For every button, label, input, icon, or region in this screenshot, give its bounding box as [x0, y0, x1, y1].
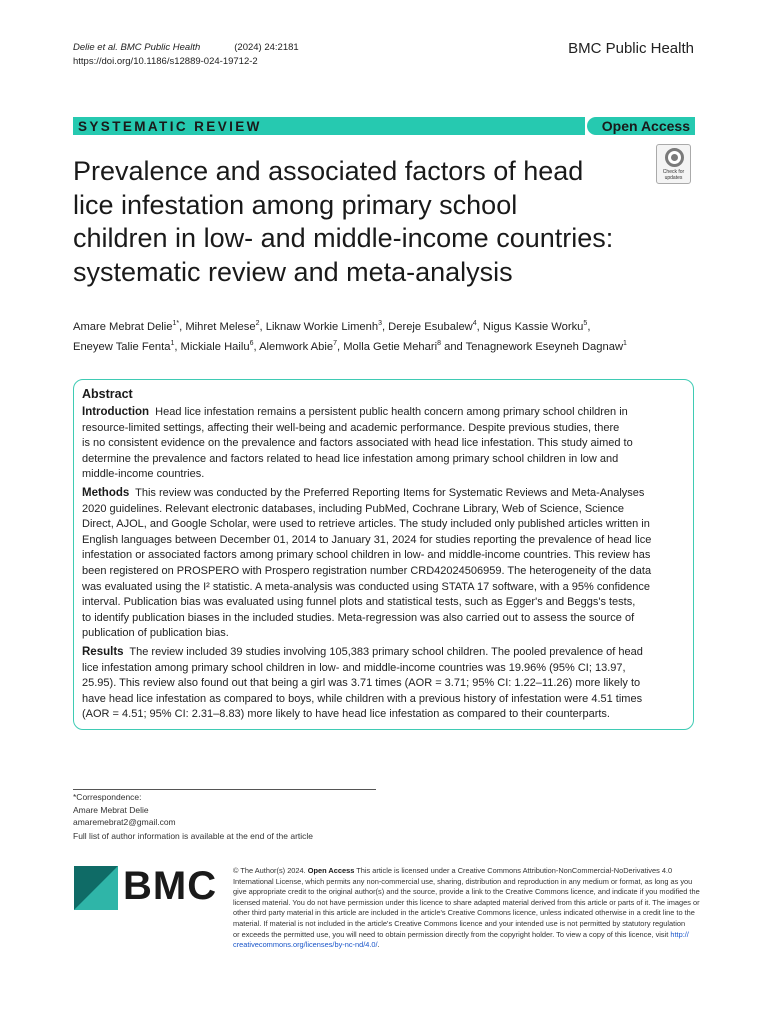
affiliation-sup: 6 — [249, 340, 254, 347]
affiliation-sup: 1* — [172, 320, 180, 327]
abstract-introduction — [82, 405, 685, 483]
doi-link[interactable]: https://doi.org/10.1186/s12889-024-19712-2 — [73, 56, 258, 67]
title-line: children in low- and middle-income countries: — [73, 223, 614, 253]
affiliation-sup: 1 — [170, 340, 175, 347]
abstract-text: This review was conducted by the Preferred Reporting Items for Systematic Reviews and Meta-Analyses — [135, 486, 645, 499]
abstract-line: infestation or associated factors among primary school children in low- and middle-income countries. This review has — [82, 549, 651, 562]
abstract-line — [82, 486, 685, 502]
abstract-line: interval. Publication bias was evaluated using funnel plots and statistical tests, such as Egger's and Beggs's tests, — [82, 596, 636, 609]
author-name[interactable]: , Mihret Melese — [179, 321, 256, 333]
affiliation-sup: 1 — [623, 340, 627, 347]
author-line — [73, 337, 703, 357]
license-line: International License, which permits any non-commercial use, sharing, distribution and reproduction in any medium or format, as long as you — [233, 876, 693, 886]
license-line: give appropriate credit to the original author(s) and the source, provide a link to the Creative Commons licence, and indicate if you modified the — [233, 887, 700, 897]
license-line — [233, 866, 703, 877]
author-name[interactable]: , Dereje Esubalew — [381, 321, 473, 333]
author-name[interactable]: Amare Mebrat Delie — [73, 321, 173, 333]
footnote-divider — [73, 789, 376, 790]
abstract-heading: Abstract — [82, 387, 133, 401]
author-name[interactable]: , Alemwork Abie — [253, 341, 334, 353]
bmc-logo-icon — [74, 866, 118, 910]
author-name[interactable]: , Molla Getie Mehari — [336, 341, 438, 353]
check-updates-text: Check for updates — [662, 169, 685, 181]
license-line-text: This article is licensed under a Creative Commons Attribution-NonCommercial-NoDerivatives 4.0 — [356, 866, 673, 875]
abstract-line: 25.95). This review also found out that being a girl was 3.71 times (AOR = 3.71; 95% CI: 1.22–11.26) more likely to — [82, 677, 641, 690]
abstract-line — [82, 405, 685, 421]
affiliation-sup: 7 — [333, 340, 337, 347]
author-name[interactable]: , Nigus Kassie Worku — [476, 321, 584, 333]
abstract-box — [73, 379, 694, 730]
license-line-text: or exceeds the permitted use, you will need to obtain permission directly from the copyright holder. To view a copy of this licence, visit — [233, 929, 669, 939]
license-line — [233, 940, 703, 951]
author-list — [73, 317, 703, 357]
license-text — [233, 866, 703, 951]
abstract-line: publication of publication bias. — [82, 627, 229, 640]
citation-authors: Delie et al. BMC Public Health — [73, 42, 201, 53]
bmc-wordmark: BMC — [123, 864, 218, 908]
section-heading: Methods — [82, 486, 130, 499]
license-oa-label: Open Access — [307, 866, 355, 875]
correspondence-name: Amare Mebrat Delie — [73, 804, 149, 815]
correspondence-email[interactable]: amaremebrat2@gmail.com — [73, 817, 176, 827]
article-title — [73, 155, 673, 289]
author-name[interactable]: , Liknaw Workie Limenh — [259, 321, 379, 333]
citation-header — [73, 41, 299, 69]
abstract-line: resource-limited settings, affecting their well-being and academic performance. Despite previous studies, there — [82, 421, 620, 434]
affiliation-sup: 2 — [255, 320, 260, 327]
author-name[interactable]: , Mickiale Hailu — [174, 341, 250, 353]
citation-year: (2024) 24:2181 — [234, 42, 299, 53]
affiliation-sup: 4 — [472, 320, 477, 327]
abstract-line: is no consistent evidence on the prevalence and factors associated with head lice infestation. This study aimed to — [82, 437, 633, 450]
license-link[interactable]: http:// — [670, 929, 689, 939]
title-line: Prevalence and associated factors of head — [73, 156, 584, 186]
abstract-text: The review included 39 studies involving 105,383 primary school children. The pooled prevalence of head — [129, 645, 643, 658]
author-info-note: Full list of author information is available at the end of the article — [73, 831, 314, 841]
abstract-line: lice infestation among primary school children in low- and middle-income countries was 19.96% (95% CI; 13.97, — [82, 661, 626, 674]
abstract-line: to identify publication biases in the included studies. Meta-regression was also carried out to assess the source of — [82, 611, 635, 624]
author-name[interactable]: and Tenagnework Eseyneh Dagnaw — [441, 341, 624, 353]
affiliation-sup: 5 — [583, 320, 588, 327]
abstract-line: was evaluated using the I² statistic. A meta-analysis was conducted using STATA 17 software, with a 95% confidence — [82, 580, 651, 593]
author-separator: , — [587, 321, 591, 333]
license-line: other third party material in this article are included in the article's Creative Commons licence, unless indicated otherwise in a credit line to the — [233, 908, 695, 918]
license-end: . — [377, 940, 380, 950]
license-line: material. If material is not included in the article's Creative Commons licence and your intended use is not permitted by statutory regulation — [233, 918, 686, 928]
journal-name: BMC Public Health — [568, 40, 694, 57]
abstract-line: have head lice infestation as compared to boys, while children with a previous history of infestation were 4.51 times — [82, 692, 643, 705]
copyright: © The Author(s) 2024. — [233, 866, 306, 875]
abstract-text: Head lice infestation remains a persistent public health concern among primary school children in — [155, 406, 628, 418]
section-heading: Introduction — [82, 406, 150, 418]
abstract-line: English languages between December 01, 2014 to January 31, 2024 for studies reporting the prevalence of head lice — [82, 533, 652, 546]
abstract-line: (AOR = 4.51; 95% CI: 2.31–8.83) more likely to have head lice infestation as compared to their counterparts. — [82, 708, 610, 721]
title-line: lice infestation among primary school — [73, 189, 518, 220]
license-link[interactable]: creativecommons.org/licenses/by-nc-nd/4.0/ — [233, 940, 378, 950]
license-line: licensed material. You do not have permission under this licence to share adapted material derived from this article or parts of it. The images or — [233, 897, 700, 907]
abstract-line: Direct, AJOL, and Google Scholar, were used to retrieve articles. The study included only published articles written in — [82, 518, 650, 531]
article-type: SYSTEMATIC REVIEW — [78, 119, 262, 134]
open-access-label: Open Access — [601, 118, 690, 134]
abstract-line: 2020 guidelines. Relevant electronic databases, including PubMed, Cochrane Library, Web of Science, Science — [82, 502, 624, 515]
abstract-line: determine the prevalence and factors related to head lice infestation among primary school children in low and — [82, 452, 619, 465]
license-line — [233, 930, 703, 941]
author-line — [73, 317, 703, 337]
abstract-line: been registered on PROSPERO with Prospero registration number CRD42024506959. The heterogeneity of the data — [82, 564, 652, 577]
correspondence-label: *Correspondence: — [73, 792, 142, 802]
affiliation-sup: 8 — [437, 340, 441, 347]
title-line: systematic review and meta-analysis — [73, 256, 513, 287]
abstract-line — [82, 645, 685, 661]
abstract-line: middle-income countries. — [82, 468, 205, 481]
abstract-methods — [82, 486, 685, 642]
correspondence — [73, 791, 176, 829]
author-name[interactable]: Eneyew Talie Fenta — [73, 341, 171, 353]
section-heading: Results — [82, 645, 124, 658]
affiliation-sup: 3 — [378, 320, 382, 327]
abstract-results — [82, 645, 685, 723]
